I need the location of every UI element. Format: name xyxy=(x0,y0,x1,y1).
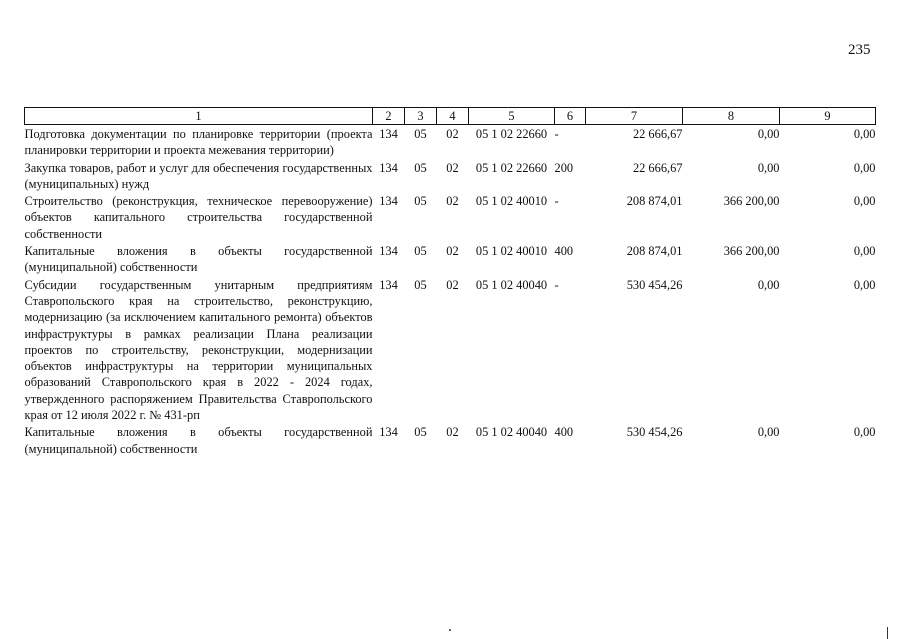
row-col8: 0,00 xyxy=(757,127,780,141)
row-description: Субсидии государственным унитарным предприятиям Ставропольского края на строительство, реконструкцию, модернизацию (за исключением капитального ремонта) объектов инфраструктуры в рамках реализации Плана реализации проектов по строительству, реконструкции, модернизации объектов инфраструктуры на территории муниципальных образований Ставропольского края в 2022 - 2024 годах, утвержденного распоряжением Правительства Ставропольского края от 12 июля 2022 г. № 431-рп xyxy=(24,277,373,423)
table-row xyxy=(25,242,876,276)
row-col9: 0,00 xyxy=(853,127,876,141)
row-col7: 22 666,67 xyxy=(632,127,683,141)
row-col4: 02 xyxy=(446,194,459,209)
row-col3: 05 xyxy=(414,194,427,209)
row-col8: 0,00 xyxy=(757,425,780,440)
row-col2: 134 xyxy=(379,194,398,209)
table-row xyxy=(25,423,876,457)
table-row xyxy=(25,159,876,193)
row-description: Подготовка документации по планировке территории (проекта планировки территории и проекта межевания территории) xyxy=(24,127,373,158)
header-col-4: 4 xyxy=(437,108,469,125)
row-col5: 05 1 02 40010 xyxy=(475,194,548,209)
row-col5: 05 1 02 22660 xyxy=(475,160,548,175)
row-col7: 530 454,26 xyxy=(626,425,683,440)
row-col4: 02 xyxy=(446,425,459,440)
row-col3: 05 xyxy=(414,277,427,292)
row-col2: 134 xyxy=(379,277,398,292)
row-col6: - xyxy=(554,277,559,292)
row-description: Строительство (реконструкция, техническое перевооружение) объектов капитального строительства государственной собственности xyxy=(24,194,373,241)
row-col6: 400 xyxy=(554,244,574,259)
row-col6: 200 xyxy=(554,160,574,175)
row-col7: 22 666,67 xyxy=(632,160,683,175)
row-col3: 05 xyxy=(414,425,427,440)
header-col-5: 5 xyxy=(469,108,555,125)
row-description: Капитальные вложения в объекты государственной (муниципальной) собственности xyxy=(24,425,373,456)
row-col4: 02 xyxy=(446,277,459,292)
row-col5: 05 1 02 22660 xyxy=(475,127,548,141)
row-col9: 0,00 xyxy=(853,277,876,292)
table-row xyxy=(25,192,876,242)
row-col7: 530 454,26 xyxy=(626,277,683,292)
row-col8: 0,00 xyxy=(757,277,780,292)
scan-edge-mark xyxy=(887,627,888,639)
row-col2: 134 xyxy=(379,425,398,440)
row-col3: 05 xyxy=(414,127,427,141)
row-col8: 0,00 xyxy=(757,160,780,175)
header-col-3: 3 xyxy=(405,108,437,125)
row-col9: 0,00 xyxy=(853,194,876,209)
row-col6: 400 xyxy=(554,425,574,440)
row-col6: - xyxy=(554,194,559,209)
row-col7: 208 874,01 xyxy=(626,244,683,259)
row-col5: 05 1 02 40040 xyxy=(475,425,548,440)
row-col9: 0,00 xyxy=(853,160,876,175)
row-col8: 366 200,00 xyxy=(723,194,780,209)
table-row xyxy=(25,276,876,424)
row-description: Капитальные вложения в объекты государственной (муниципальной) собственности xyxy=(24,244,373,275)
row-col4: 02 xyxy=(446,244,459,259)
row-col5: 05 1 02 40010 xyxy=(475,244,548,259)
table-row xyxy=(25,125,876,159)
row-col2: 134 xyxy=(379,127,398,141)
header-col-8: 8 xyxy=(683,108,780,125)
row-col8: 366 200,00 xyxy=(723,244,780,259)
row-col9: 0,00 xyxy=(853,425,876,440)
row-col2: 134 xyxy=(379,160,398,175)
row-col3: 05 xyxy=(414,160,427,175)
row-col5: 05 1 02 40040 xyxy=(475,277,548,292)
row-description: Закупка товаров, работ и услуг для обеспечения государственных (муниципальных) нужд xyxy=(24,160,373,191)
header-col-9: 9 xyxy=(780,108,876,125)
page-number: 235 xyxy=(848,42,871,58)
row-col6: - xyxy=(554,127,559,141)
header-col-1: 1 xyxy=(25,108,373,125)
header-col-2: 2 xyxy=(373,108,405,125)
row-col9: 0,00 xyxy=(853,244,876,259)
header-col-7: 7 xyxy=(586,108,683,125)
row-col7: 208 874,01 xyxy=(626,194,683,209)
header-col-6: 6 xyxy=(555,108,586,125)
row-col2: 134 xyxy=(379,244,398,259)
budget-table xyxy=(24,107,876,457)
row-col4: 02 xyxy=(446,127,459,141)
header-row xyxy=(25,108,876,125)
row-col3: 05 xyxy=(414,244,427,259)
row-col4: 02 xyxy=(446,160,459,175)
scan-speck xyxy=(449,629,451,631)
